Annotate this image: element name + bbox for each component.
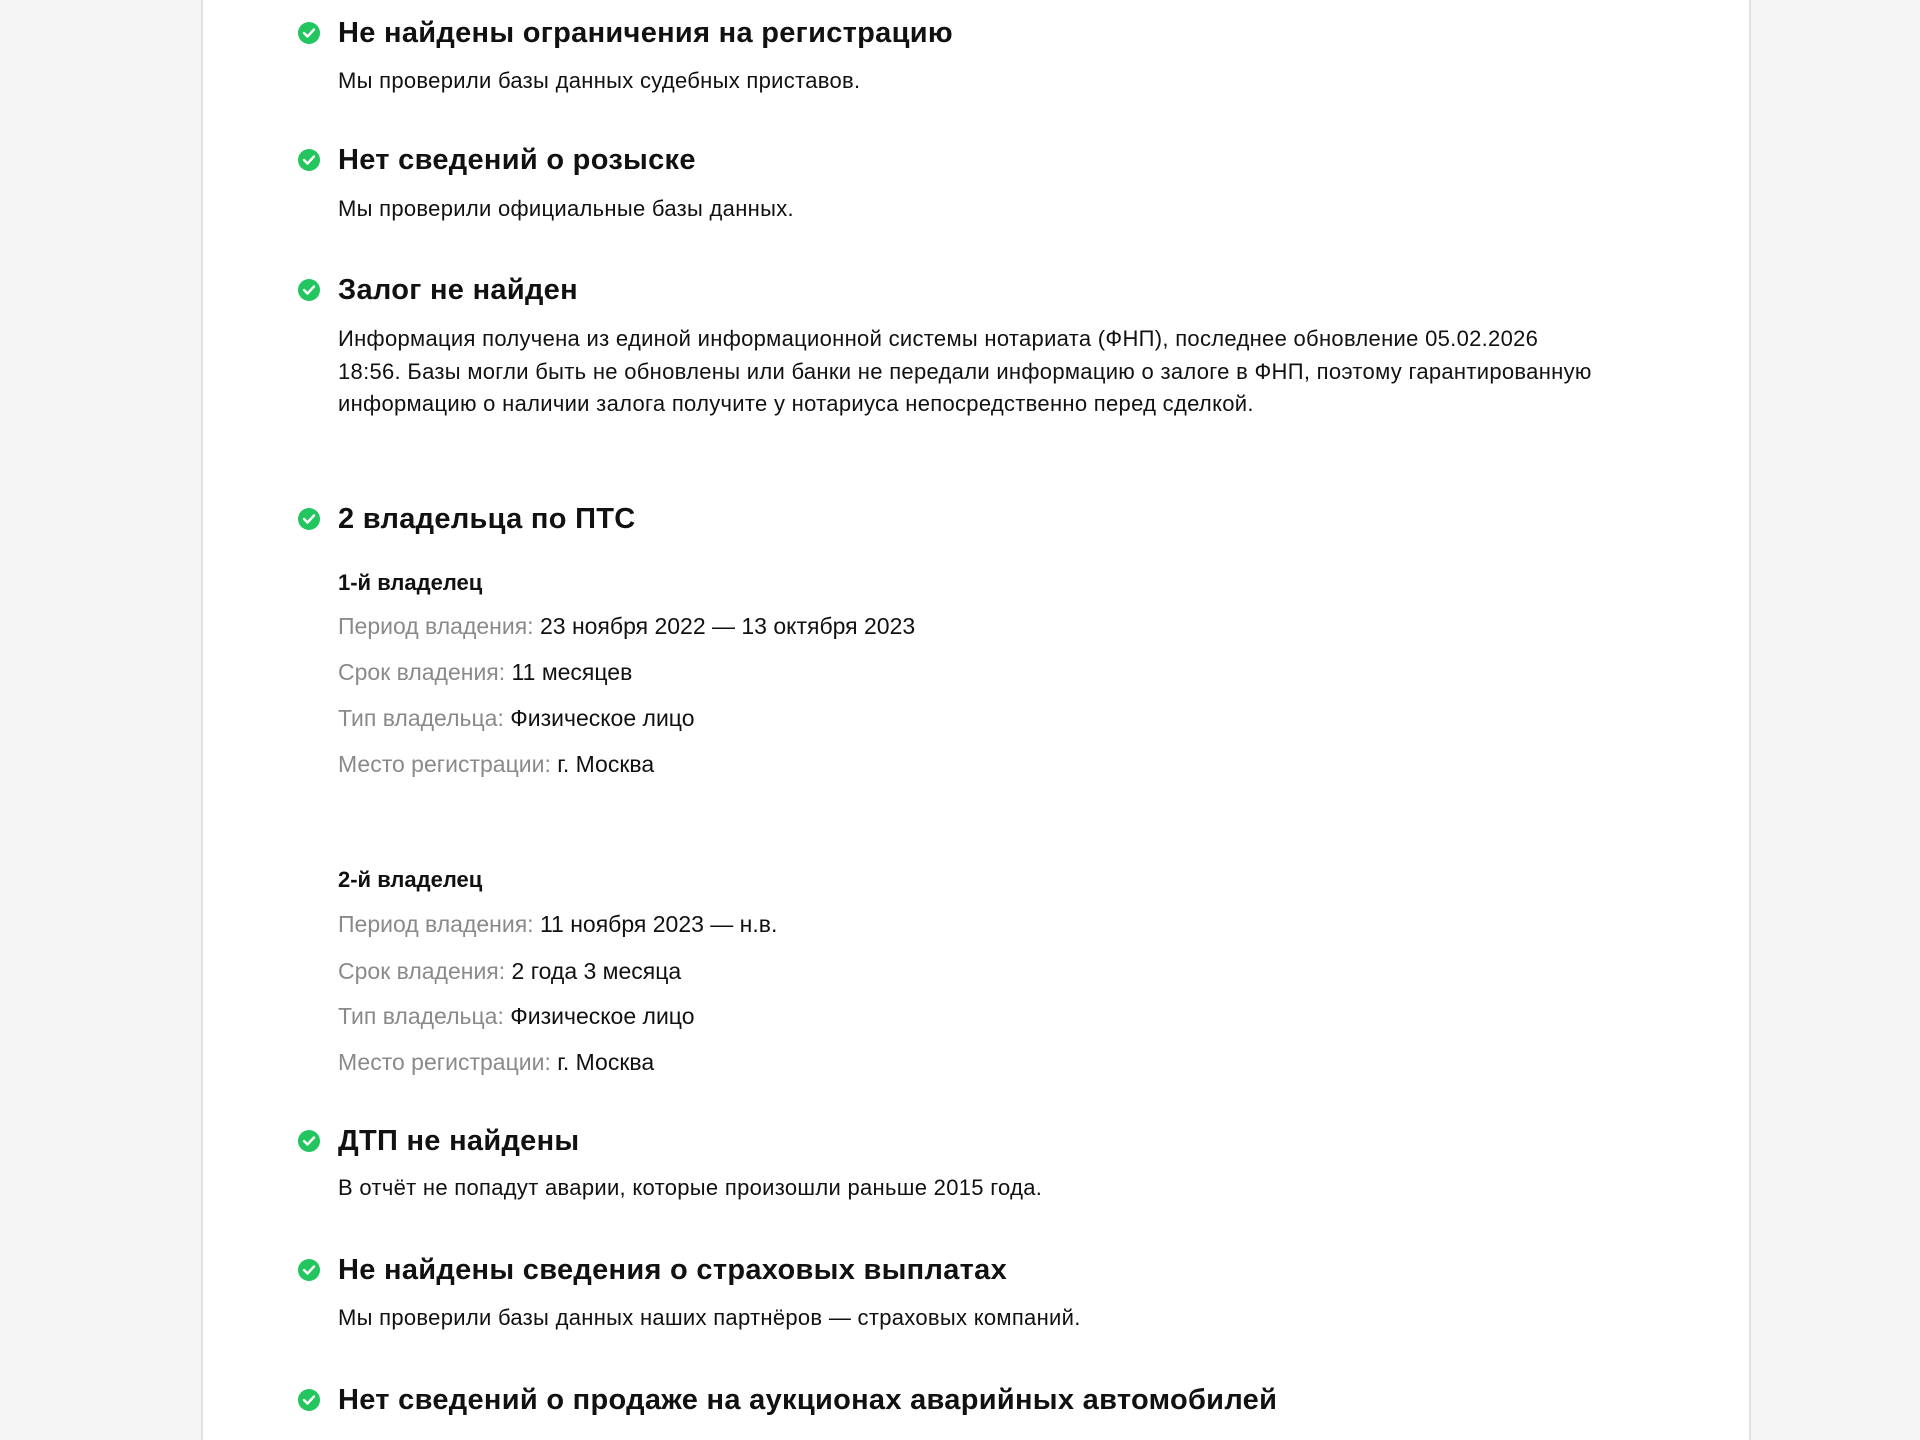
- check-title: Залог не найден: [338, 274, 578, 306]
- detail-value: Физическое лицо: [510, 1003, 695, 1029]
- detail-label: Срок владения:: [338, 958, 506, 984]
- owner-detail-row: [338, 657, 632, 687]
- detail-label: Место регистрации:: [338, 1049, 551, 1075]
- check-circle-icon: [298, 1259, 320, 1281]
- owner-detail-row: [338, 956, 681, 986]
- check-title: Не найдены ограничения на регистрацию: [338, 17, 953, 49]
- owner-detail-row: [338, 909, 777, 939]
- detail-label: Тип владельца:: [338, 705, 504, 731]
- detail-value: 23 ноября 2022 — 13 октября 2023: [539, 613, 916, 639]
- check-description: Мы проверили официальные базы данных.: [338, 196, 794, 221]
- owner-detail-row: [338, 703, 695, 733]
- check-title: ДТП не найдены: [338, 1125, 580, 1157]
- detail-value: 11 ноября 2023 — н.в.: [539, 911, 778, 937]
- detail-value: г. Москва: [557, 1049, 655, 1075]
- detail-label: Период владения:: [338, 911, 534, 937]
- detail-label: Место регистрации:: [338, 751, 551, 777]
- detail-label: Срок владения:: [338, 659, 506, 685]
- check-description: Мы проверили базы данных наших партнёров — страховых компаний.: [338, 1305, 1081, 1330]
- owner-detail-row: [338, 1047, 654, 1077]
- check-circle-icon: [298, 1389, 320, 1411]
- check-circle-icon: [298, 149, 320, 171]
- check-title: 2 владельца по ПТС: [338, 503, 636, 535]
- check-circle-icon: [298, 508, 320, 530]
- detail-label: Тип владельца:: [338, 1003, 504, 1029]
- owner-detail-row: [338, 1001, 695, 1031]
- check-circle-icon: [298, 1130, 320, 1152]
- check-description: В отчёт не попадут аварии, которые произошли раньше 2015 года.: [338, 1175, 1043, 1200]
- check-title: Нет сведений о розыске: [338, 144, 696, 176]
- detail-value: Физическое лицо: [510, 705, 695, 731]
- detail-value: 11 месяцев: [511, 659, 633, 685]
- check-title: Не найдены сведения о страховых выплатах: [338, 1254, 1008, 1286]
- owner-detail-row: [338, 611, 915, 641]
- owner-heading: 1-й владелец: [338, 570, 483, 595]
- check-description: Мы проверили базы данных судебных приставов.: [338, 68, 861, 93]
- check-description: Информация получена из единой информационной системы нотариата (ФНП), последнее обновление 05.02.2026 18:56. Базы могли быть не обновлены или банки не передали информацию о залоге в ФНП, поэтому гарантированную информацию о наличии залога получите у нотариуса непосредственно перед сделкой.: [338, 326, 1592, 416]
- detail-value: 2 года 3 месяца: [511, 958, 682, 984]
- check-circle-icon: [298, 279, 320, 301]
- check-title: Нет сведений о продаже на аукционах аварийных автомобилей: [338, 1384, 1278, 1416]
- owner-heading: 2-й владелец: [338, 867, 483, 892]
- check-circle-icon: [298, 22, 320, 44]
- detail-label: Период владения:: [338, 613, 534, 639]
- owner-detail-row: [338, 749, 654, 779]
- detail-value: г. Москва: [557, 751, 655, 777]
